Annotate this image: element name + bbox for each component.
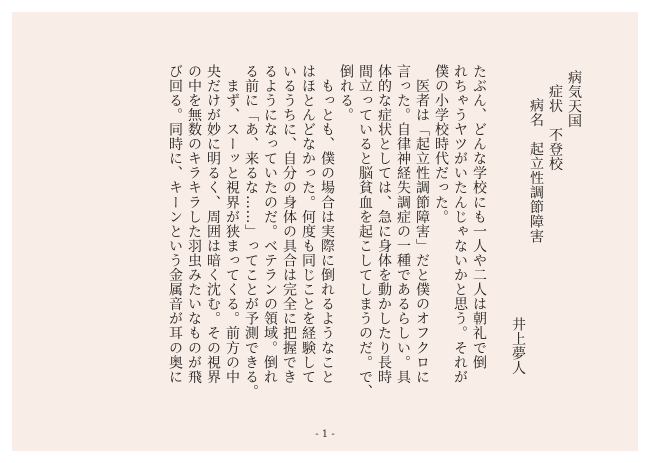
body-column: 僕の小学校時代だった。: [433, 64, 449, 225]
body-column: 言った。自律神経失調症の一種であるらしい。具: [395, 64, 411, 385]
body-column: はほとんどなかった。何度も同じことを経験して: [300, 64, 316, 385]
manuscript-page: [12, 12, 638, 451]
body-column: まず、スーッと視界が狭まってくる。前方の中: [224, 64, 240, 385]
body-column: たぶん、どんな学校にも一人や二人は朝礼で倒: [471, 64, 487, 370]
body-column: る前に「あ、来るな……」ってことが予測できる。: [243, 64, 259, 399]
body-column: るようになっていたのだ。ベテランの領域。倒れ: [262, 64, 278, 385]
body-column: 医者は「起立性調節障害」だと僕のオフクロに: [414, 64, 430, 385]
title-main: 病気天国: [566, 70, 582, 129]
body-column: いるうちに、自分の身体の具合は完全に把握でき: [281, 64, 297, 385]
body-column: れちゃうヤツがいたんじゃないかと思う。それが: [452, 64, 468, 385]
title-diagnosis: 病名 起立性調節障害: [528, 98, 544, 244]
author-name: 井上夢人: [510, 317, 526, 376]
body-column: 央だけが妙に明るく、周囲は暗く沈む。その視界: [205, 64, 221, 385]
title-symptom: 症状 不登校: [547, 84, 563, 172]
body-column: 倒れる。: [338, 64, 354, 123]
body-column: 間立っていると脳貧血を起こしてしまうのだ。で、: [357, 64, 373, 399]
page-number: - 1 -: [315, 429, 335, 440]
body-column: 体的な症状としては、急に身体を動かしたり長時: [376, 64, 392, 385]
body-column: もっとも、僕の場合は実際に倒れるようなこと: [319, 64, 335, 385]
body-column: の中を無数のキラキラした羽虫みたいなものが飛: [186, 64, 202, 385]
body-text: [165, 64, 583, 406]
body-column: び回る。同時に、キーンという金属音が耳の奥に: [167, 64, 183, 385]
